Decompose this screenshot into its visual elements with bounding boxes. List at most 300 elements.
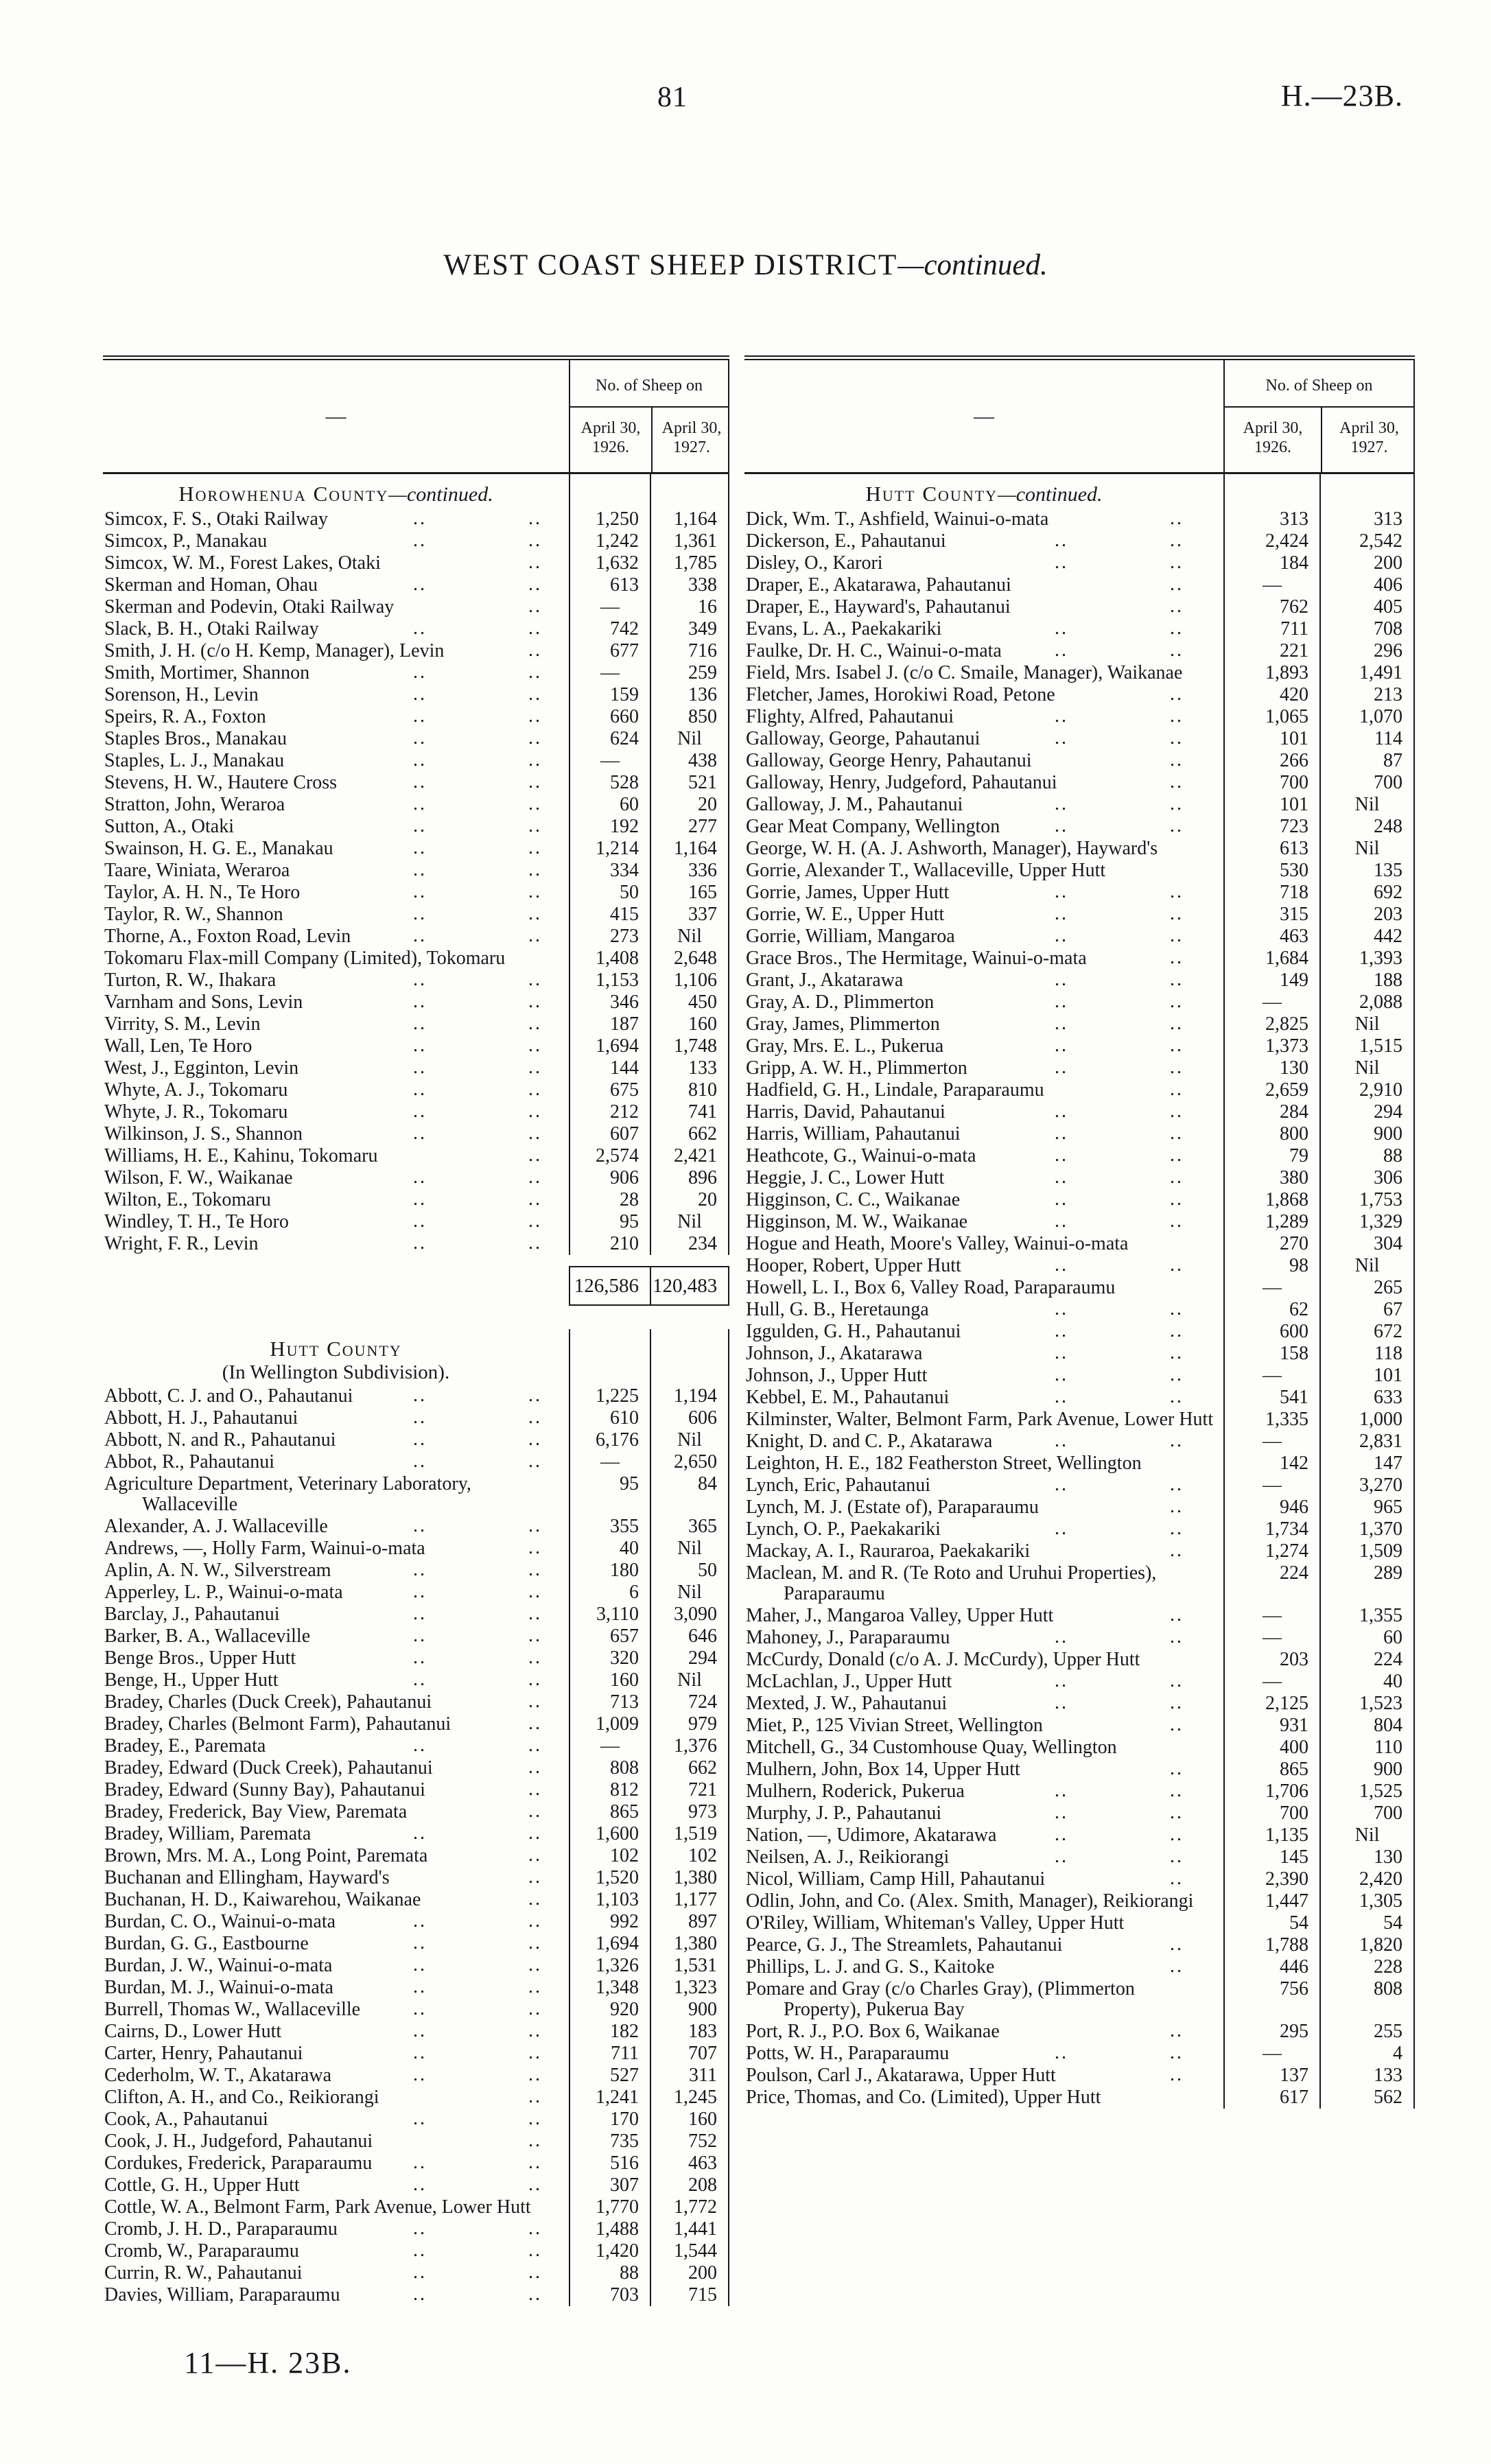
column-header-1926: April 30, 1926. bbox=[580, 419, 641, 456]
value-1927: 646 bbox=[650, 1626, 729, 1647]
owner-name: Kebbel, E. M., Pahautanui .. .. bbox=[746, 1386, 1184, 1408]
value-1927: 1,519 bbox=[650, 1823, 729, 1845]
leader-dots: .. bbox=[1055, 1692, 1068, 1713]
owner-name: Stratton, John, Weraroa .. .. bbox=[104, 793, 542, 815]
table-row bbox=[744, 1627, 1415, 1649]
leader-dots: .. bbox=[528, 530, 542, 551]
table-row bbox=[103, 1999, 729, 2021]
value-1927: 1,305 bbox=[1319, 1890, 1415, 1912]
sheep-table-right bbox=[744, 355, 1415, 2306]
table-row bbox=[744, 1057, 1415, 1079]
leader-dots: .. bbox=[1055, 881, 1068, 902]
value-1926: 212 bbox=[569, 1101, 650, 1123]
value-1927: 900 bbox=[1319, 1759, 1415, 1781]
value-1927: 110 bbox=[1319, 1737, 1415, 1759]
table-row bbox=[103, 2087, 729, 2109]
value-1927: 228 bbox=[1319, 1956, 1415, 1978]
owner-name: Nicol, William, Camp Hill, Pahautanui .. bbox=[746, 1868, 1184, 1890]
table-row bbox=[744, 1079, 1415, 1101]
table-row bbox=[744, 1671, 1415, 1693]
table-row bbox=[744, 1475, 1415, 1497]
owner-name: Cromb, W., Paraparaumu .. .. bbox=[104, 2240, 542, 2262]
value-1926: 1,684 bbox=[1223, 948, 1319, 970]
owner-name: Galloway, Henry, Judgeford, Pahautanui .. bbox=[746, 771, 1184, 793]
table-row bbox=[103, 662, 729, 684]
leader-dots: .. bbox=[1170, 1386, 1184, 1407]
value-1927: 1,323 bbox=[650, 1977, 729, 1999]
leader-dots: .. bbox=[1170, 2064, 1184, 2085]
value-1927: 562 bbox=[1319, 2087, 1415, 2109]
value-1927: 708 bbox=[1319, 618, 1415, 640]
value-1926: 530 bbox=[1223, 860, 1319, 882]
leader-dots: .. bbox=[1170, 1166, 1184, 1188]
value-1926: 28 bbox=[569, 1189, 650, 1211]
leader-dots: .. bbox=[1055, 1364, 1068, 1385]
value-1927: 84 bbox=[650, 1473, 729, 1516]
value-1927: 259 bbox=[650, 662, 729, 684]
table-row bbox=[103, 1582, 729, 1604]
leader-dots: .. bbox=[528, 574, 542, 595]
value-1926: 102 bbox=[569, 1845, 650, 1867]
value-1926: 88 bbox=[569, 2262, 650, 2284]
value-1927: 979 bbox=[650, 1713, 729, 1735]
value-1926: — bbox=[569, 662, 650, 684]
owner-name: Harris, William, Pahautanui .. .. bbox=[746, 1123, 1184, 1145]
table-row bbox=[744, 948, 1415, 970]
column-header-dates bbox=[570, 408, 728, 472]
owner-name: Mackay, A. I., Rauraroa, Paekakariki .. bbox=[746, 1540, 1184, 1562]
leader-dots: .. bbox=[1170, 1123, 1184, 1144]
section-heading-continued: —continued. bbox=[388, 483, 493, 506]
leader-dots: .. bbox=[413, 969, 427, 990]
value-1926: 50 bbox=[569, 882, 650, 904]
owner-name: Simcox, P., Manakau .. .. bbox=[104, 530, 542, 552]
column-header-group-label: No. of Sheep on bbox=[570, 360, 728, 408]
table-row bbox=[103, 2262, 729, 2284]
table-row bbox=[744, 618, 1415, 640]
owner-name: Maclean, M. and R. (Te Roto and Uruhui Properties), Paraparaumu bbox=[746, 1562, 1157, 1604]
value-1926: 463 bbox=[1223, 926, 1319, 948]
owner-name: Smith, Mortimer, Shannon .. .. bbox=[104, 661, 542, 683]
value-1926: 1,241 bbox=[569, 2087, 650, 2109]
leader-dots: .. bbox=[528, 903, 542, 924]
owner-name: Howell, L. I., Box 6, Valley Road, Paraparaumu bbox=[746, 1277, 1116, 1298]
leader-dots: .. bbox=[528, 1691, 542, 1712]
value-1927: 850 bbox=[650, 706, 729, 728]
leader-dots: .. bbox=[413, 1166, 427, 1188]
leader-dots: .. bbox=[1170, 1342, 1184, 1363]
table-row bbox=[744, 1737, 1415, 1759]
leader-dots: .. bbox=[528, 508, 542, 529]
value-1926: 1,770 bbox=[569, 2196, 650, 2218]
leader-dots: .. bbox=[1055, 1518, 1068, 1539]
value-1926: 1,694 bbox=[569, 1933, 650, 1955]
table-row bbox=[744, 1145, 1415, 1167]
value-1926: — bbox=[1223, 2043, 1319, 2065]
value-1927: 50 bbox=[650, 1560, 729, 1582]
value-1927: Nil bbox=[650, 1211, 729, 1233]
value-1926: 1,326 bbox=[569, 1955, 650, 1977]
column-header-group-label: No. of Sheep on bbox=[1225, 360, 1413, 408]
table-row bbox=[744, 1846, 1415, 1868]
value-1926: 184 bbox=[1223, 552, 1319, 574]
table-row bbox=[744, 640, 1415, 662]
leader-dots: .. bbox=[413, 881, 427, 902]
value-1927: 2,421 bbox=[650, 1145, 729, 1167]
table-row bbox=[744, 1978, 1415, 2021]
owner-name: Heggie, J. C., Lower Hutt .. .. bbox=[746, 1166, 1184, 1188]
value-1927: 160 bbox=[650, 2109, 729, 2131]
value-1927: 147 bbox=[1319, 1453, 1415, 1475]
leader-dots: .. bbox=[413, 1429, 427, 1450]
value-1927: 224 bbox=[1319, 1649, 1415, 1671]
value-1927: 200 bbox=[1319, 552, 1415, 574]
owner-name: Wall, Len, Te Horo .. .. bbox=[104, 1035, 542, 1057]
table-row bbox=[744, 1649, 1415, 1671]
table-body bbox=[744, 474, 1415, 2109]
leader-dots: .. bbox=[1055, 1123, 1068, 1144]
owner-name: Staples Bros., Manakau .. .. bbox=[104, 727, 542, 749]
leader-dots: .. bbox=[1170, 1188, 1184, 1210]
leader-dots: .. bbox=[1055, 552, 1068, 573]
value-1926: 675 bbox=[569, 1079, 650, 1101]
table-row bbox=[744, 1035, 1415, 1057]
table-row bbox=[103, 2021, 729, 2043]
value-1927: 438 bbox=[650, 750, 729, 772]
leader-dots: .. bbox=[1170, 925, 1184, 946]
owner-name: Pearce, G. J., The Streamlets, Pahautanui .. bbox=[746, 1934, 1184, 1956]
owner-name: Agriculture Department, Veterinary Laboratory, Wallaceville bbox=[104, 1473, 471, 1515]
leader-dots: .. bbox=[413, 1079, 427, 1100]
leader-dots: .. bbox=[413, 903, 427, 924]
table-row bbox=[103, 1626, 729, 1647]
leader-dots: .. bbox=[1170, 969, 1184, 990]
value-1926: 703 bbox=[569, 2284, 650, 2306]
leader-dots: .. bbox=[528, 1035, 542, 1056]
table-row bbox=[103, 1713, 729, 1735]
value-1926: 192 bbox=[569, 816, 650, 838]
leader-dots: .. bbox=[413, 859, 427, 880]
table-row bbox=[744, 1868, 1415, 1890]
leader-dots: .. bbox=[1170, 1540, 1184, 1561]
value-1926: 203 bbox=[1223, 1649, 1319, 1671]
leader-dots: .. bbox=[1170, 1758, 1184, 1779]
leader-dots: .. bbox=[413, 991, 427, 1012]
leader-dots: .. bbox=[528, 1210, 542, 1232]
owner-name: Gorrie, James, Upper Hutt .. .. bbox=[746, 881, 1184, 903]
value-1927: 1,245 bbox=[650, 2087, 729, 2109]
leader-dots: .. bbox=[1055, 2042, 1068, 2063]
value-1926: 613 bbox=[569, 574, 650, 596]
value-1927: 1,164 bbox=[650, 508, 729, 530]
leader-dots: .. bbox=[1170, 683, 1184, 705]
leader-dots: .. bbox=[1170, 1035, 1184, 1056]
table-row bbox=[103, 1123, 729, 1145]
table-row bbox=[744, 1167, 1415, 1189]
value-1926: 660 bbox=[569, 706, 650, 728]
value-1927: 1,785 bbox=[650, 552, 729, 574]
value-1926: 906 bbox=[569, 1167, 650, 1189]
value-1926: 1,694 bbox=[569, 1035, 650, 1057]
owner-name: Cottle, W. A., Belmont Farm, Park Avenue, Lower Hutt bbox=[104, 2196, 531, 2218]
table-row bbox=[103, 1429, 729, 1451]
leader-dots: .. bbox=[413, 2064, 427, 2085]
table-row bbox=[744, 1715, 1415, 1737]
value-1927: 16 bbox=[650, 596, 729, 618]
leader-dots: .. bbox=[528, 1932, 542, 1953]
owner-name: Simcox, F. S., Otaki Railway .. .. bbox=[104, 508, 542, 530]
value-1927: 900 bbox=[1319, 1123, 1415, 1145]
leader-dots: .. bbox=[1170, 1670, 1184, 1691]
table-row bbox=[103, 1845, 729, 1867]
value-1926: 800 bbox=[1223, 1123, 1319, 1145]
value-1926: 2,659 bbox=[1223, 1079, 1319, 1101]
leader-dots: .. bbox=[413, 1735, 427, 1756]
value-1927: 804 bbox=[1319, 1715, 1415, 1737]
owner-name: Skerman and Podevin, Otaki Railway .. bbox=[104, 596, 542, 618]
leader-dots: .. bbox=[1170, 1956, 1184, 1977]
leader-dots: .. bbox=[413, 1101, 427, 1122]
leader-dots: .. bbox=[413, 1932, 427, 1953]
leader-dots: .. bbox=[413, 1188, 427, 1210]
leader-dots: .. bbox=[528, 1013, 542, 1034]
leader-dots: .. bbox=[1170, 574, 1184, 595]
leader-dots: .. bbox=[413, 749, 427, 771]
owner-name: Wilkinson, J. S., Shannon .. .. bbox=[104, 1123, 542, 1145]
leader-dots: .. bbox=[1170, 793, 1184, 814]
value-1927: Nil bbox=[1319, 1824, 1415, 1846]
leader-dots: .. bbox=[528, 2284, 542, 2305]
value-1927: Nil bbox=[1319, 1057, 1415, 1079]
leader-dots: .. bbox=[1055, 1802, 1068, 1823]
leader-dots: .. bbox=[1055, 793, 1068, 814]
leader-dots: .. bbox=[1170, 1496, 1184, 1517]
value-1926: 735 bbox=[569, 2131, 650, 2152]
table-row bbox=[103, 2174, 729, 2196]
owner-name: Lynch, M. J. (Estate of), Paraparaumu .. bbox=[746, 1496, 1184, 1518]
owner-name: Bradey, Frederick, Bay View, Paremata .. bbox=[104, 1800, 542, 1822]
table-row bbox=[744, 1409, 1415, 1431]
table-row bbox=[744, 1343, 1415, 1365]
value-1926: 142 bbox=[1223, 1453, 1319, 1475]
table-row bbox=[744, 1431, 1415, 1453]
value-1927: 336 bbox=[650, 860, 729, 882]
table-row bbox=[103, 728, 729, 750]
leader-dots: .. bbox=[528, 1888, 542, 1910]
owner-name: Andrews, —, Holly Farm, Wainui-o-mata .. bbox=[104, 1537, 542, 1559]
table-row bbox=[103, 948, 729, 970]
leader-dots: .. bbox=[1055, 1101, 1068, 1122]
value-1926: 624 bbox=[569, 728, 650, 750]
leader-dots: .. bbox=[1055, 1166, 1068, 1188]
value-1926: 60 bbox=[569, 794, 650, 816]
value-1926: 270 bbox=[1223, 1233, 1319, 1255]
value-1926: — bbox=[1223, 1671, 1319, 1693]
value-1926: 1,520 bbox=[569, 1867, 650, 1889]
value-1927: 203 bbox=[1319, 904, 1415, 926]
owner-name: Cook, J. H., Judgeford, Pahautanui .. bbox=[104, 2130, 542, 2152]
section-heading-county: Hutt County bbox=[865, 482, 998, 506]
owner-name: Bradey, Edward (Sunny Bay), Pahautanui .. bbox=[104, 1779, 542, 1800]
value-1926: 1,009 bbox=[569, 1713, 650, 1735]
value-1927: 265 bbox=[1319, 1277, 1415, 1299]
owner-name: Burdan, J. W., Wainui-o-mata .. .. bbox=[104, 1954, 542, 1976]
value-1926: 1,242 bbox=[569, 530, 650, 552]
leader-dots: .. bbox=[1170, 1802, 1184, 1823]
owner-name: Mahoney, J., Paraparaumu .. .. bbox=[746, 1626, 1184, 1648]
leader-dots: .. bbox=[528, 2108, 542, 2129]
value-1927: 118 bbox=[1319, 1343, 1415, 1365]
table-row bbox=[744, 1277, 1415, 1299]
leader-dots: .. bbox=[1170, 1846, 1184, 1867]
value-1926: — bbox=[1223, 1627, 1319, 1649]
leader-dots: .. bbox=[1170, 2020, 1184, 2041]
value-1926: 101 bbox=[1223, 728, 1319, 750]
table-row bbox=[744, 794, 1415, 816]
leader-dots: .. bbox=[528, 1079, 542, 1100]
owner-name: Wilson, F. W., Waikanae .. .. bbox=[104, 1166, 542, 1188]
value-1927: 2,088 bbox=[1319, 992, 1415, 1013]
table-row bbox=[103, 2109, 729, 2131]
table-row bbox=[103, 1473, 729, 1516]
table-row bbox=[103, 882, 729, 904]
table-row bbox=[103, 1167, 729, 1189]
column-header-1927: April 30, 1927. bbox=[651, 408, 731, 472]
leader-dots: .. bbox=[413, 1035, 427, 1056]
value-1926: 756 bbox=[1223, 1978, 1319, 2021]
owner-name: McLachlan, J., Upper Hutt .. .. bbox=[746, 1670, 1184, 1692]
value-1927: 1,106 bbox=[650, 970, 729, 992]
leader-dots: .. bbox=[528, 618, 542, 639]
table-row bbox=[744, 1912, 1415, 1934]
owner-name: Barker, B. A., Wallaceville .. .. bbox=[104, 1625, 542, 1647]
owner-name: Faulke, Dr. H. C., Wainui-o-mata .. .. bbox=[746, 640, 1184, 661]
leader-dots: .. bbox=[528, 1844, 542, 1866]
value-1926: 6 bbox=[569, 1582, 650, 1604]
page-title-continued: —continued. bbox=[897, 249, 1048, 281]
value-1927: 1,491 bbox=[1319, 662, 1415, 684]
section-heading bbox=[744, 474, 1223, 508]
table-row bbox=[103, 2131, 729, 2152]
table-row bbox=[744, 728, 1415, 750]
value-1926: 1,153 bbox=[569, 970, 650, 992]
value-1927: 2,831 bbox=[1319, 1431, 1415, 1453]
leader-dots: .. bbox=[528, 2174, 542, 2195]
value-1926: 1,065 bbox=[1223, 706, 1319, 728]
value-1927: 721 bbox=[650, 1779, 729, 1801]
value-1927: Nil bbox=[650, 1429, 729, 1451]
leader-dots: .. bbox=[528, 1822, 542, 1844]
value-1926: 677 bbox=[569, 640, 650, 662]
leader-dots: .. bbox=[1170, 1320, 1184, 1341]
leader-dots: .. bbox=[1055, 705, 1068, 727]
table-row bbox=[744, 2021, 1415, 2043]
leader-dots: .. bbox=[528, 881, 542, 902]
leader-dots: .. bbox=[413, 1407, 427, 1428]
value-1927: 248 bbox=[1319, 816, 1415, 838]
owner-name: Bradey, Charles (Duck Creek), Pahautanui .. bbox=[104, 1691, 542, 1713]
value-1927: 463 bbox=[650, 2152, 729, 2174]
value-1927: 1,525 bbox=[1319, 1781, 1415, 1803]
value-1926: 273 bbox=[569, 926, 650, 948]
value-1926: — bbox=[1223, 574, 1319, 596]
value-1927: 135 bbox=[1319, 860, 1415, 882]
owner-name: Sorenson, H., Levin .. .. bbox=[104, 683, 542, 705]
table-row bbox=[744, 816, 1415, 838]
table-row bbox=[103, 1013, 729, 1035]
owner-name: Clifton, A. H., and Co., Reikiorangi .. bbox=[104, 2086, 542, 2108]
leader-dots: .. bbox=[528, 1515, 542, 1536]
owner-name: Phillips, L. J. and G. S., Kaitoke .. bbox=[746, 1956, 1184, 1978]
value-1926: 723 bbox=[1223, 816, 1319, 838]
leader-dots: .. bbox=[413, 1625, 427, 1646]
value-1926: 610 bbox=[569, 1407, 650, 1429]
owner-name: Wright, F. R., Levin .. .. bbox=[104, 1232, 542, 1254]
leader-dots: .. bbox=[1055, 1320, 1068, 1341]
table-row bbox=[103, 2152, 729, 2174]
value-1927: 662 bbox=[650, 1123, 729, 1145]
leader-dots: .. bbox=[1170, 1101, 1184, 1122]
value-1926: 1,632 bbox=[569, 552, 650, 574]
owner-name: Windley, T. H., Te Horo .. .. bbox=[104, 1210, 542, 1232]
table-row bbox=[103, 1647, 729, 1669]
leader-dots: .. bbox=[1055, 969, 1068, 990]
value-1927: 900 bbox=[650, 1999, 729, 2021]
value-1927: 1,000 bbox=[1319, 1409, 1415, 1431]
value-1926: 40 bbox=[569, 1538, 650, 1560]
value-1926: — bbox=[569, 1735, 650, 1757]
leader-dots: .. bbox=[413, 727, 427, 749]
leader-dots: .. bbox=[413, 1998, 427, 2019]
leader-dots: .. bbox=[1170, 1626, 1184, 1647]
section-heading-row bbox=[103, 1329, 729, 1385]
owner-name: West, J., Egginton, Levin .. .. bbox=[104, 1057, 542, 1079]
value-1926: 2,424 bbox=[1223, 530, 1319, 552]
section-heading-row bbox=[103, 474, 729, 508]
value-1926: — bbox=[1223, 1365, 1319, 1387]
owner-name: Brown, Mrs. M. A., Long Point, Paremata .. bbox=[104, 1844, 542, 1866]
column-header-1927: April 30, 1927. bbox=[1321, 408, 1416, 472]
owner-name: Gorrie, William, Mangaroa .. .. bbox=[746, 925, 1184, 947]
leader-dots: .. bbox=[528, 749, 542, 771]
table-row bbox=[103, 1801, 729, 1823]
owner-name: Evans, L. A., Paekakariki .. .. bbox=[746, 618, 1184, 640]
section-heading-county: Horowhenua County bbox=[178, 482, 389, 506]
table-row bbox=[103, 2240, 729, 2262]
owner-name: Davies, William, Paraparaumu .. .. bbox=[104, 2284, 542, 2305]
leader-dots: .. bbox=[528, 2020, 542, 2041]
value-1927: Nil bbox=[1319, 794, 1415, 816]
owner-name: Abbott, N. and R., Pahautanui .. .. bbox=[104, 1429, 542, 1451]
value-1927: 1,380 bbox=[650, 1867, 729, 1889]
leader-dots: .. bbox=[1055, 1188, 1068, 1210]
owner-name: Thorne, A., Foxton Road, Levin .. .. bbox=[104, 925, 542, 947]
value-1927: 338 bbox=[650, 574, 729, 596]
value-1927: 897 bbox=[650, 1911, 729, 1933]
leader-dots: .. bbox=[1170, 1934, 1184, 1955]
owner-name: Virrity, S. M., Levin .. .. bbox=[104, 1013, 542, 1035]
leader-dots: .. bbox=[528, 2042, 542, 2063]
value-1926: 182 bbox=[569, 2021, 650, 2043]
leader-dots: .. bbox=[1055, 925, 1068, 946]
table-row bbox=[103, 1057, 729, 1079]
value-1926: 2,574 bbox=[569, 1145, 650, 1167]
owner-name: Whyte, J. R., Tokomaru .. .. bbox=[104, 1101, 542, 1123]
table-row bbox=[103, 1889, 729, 1911]
value-1927: 1,523 bbox=[1319, 1693, 1415, 1715]
value-1927 bbox=[1319, 474, 1415, 508]
leader-dots: .. bbox=[413, 530, 427, 551]
